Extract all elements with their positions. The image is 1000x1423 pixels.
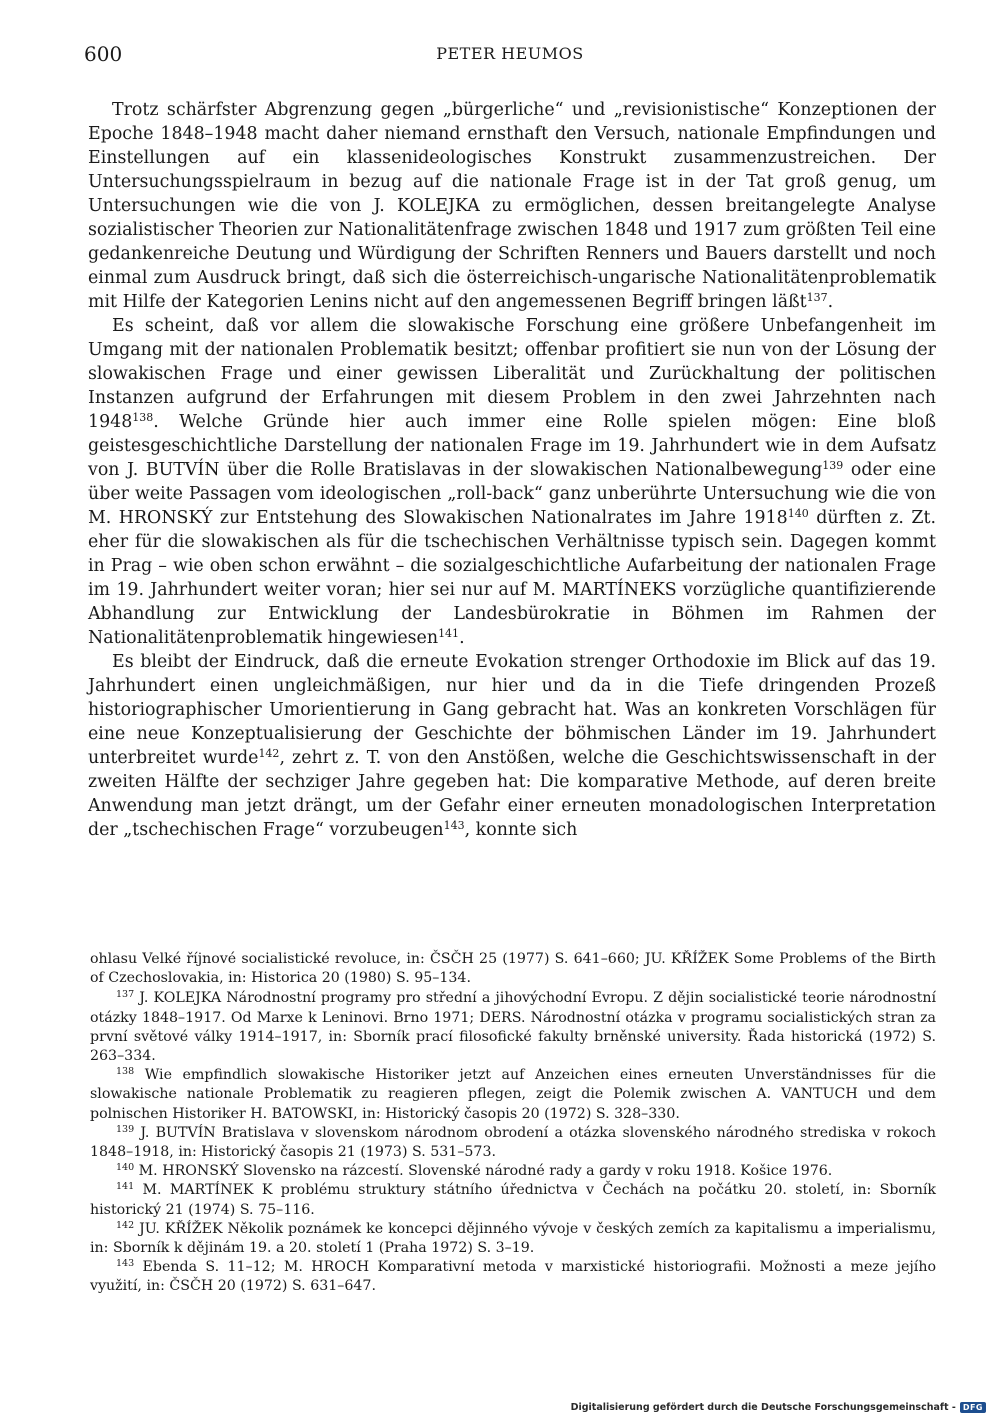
footnote-number: 137 xyxy=(116,989,135,1001)
footnote: $^{140}$ M. HRONSKÝ Slovensko na rázcestí. Slovenské národné rady a gardy v roku 1918. Košice 1976. xyxy=(116,1162,833,1180)
page-header xyxy=(84,42,936,72)
footnote: $^{142}$ JU. KŘÍŽEK Několik poznámek ke koncepci dějinného vývoje v českých zemích za kapitalismu a imperialismu, in: Sborník k dějinám 19. a 20. století 1 (Praha 1972) S. 3–19. xyxy=(90,1219,936,1257)
dfg-logo: DFG xyxy=(960,1402,986,1413)
footnotes xyxy=(90,950,936,1297)
footnote-number: 143 xyxy=(116,1258,135,1270)
body-text xyxy=(88,98,936,842)
footnote-number: 142 xyxy=(116,1219,135,1231)
paragraph: Es bleibt der Eindruck, daß die erneute Evokation strenger Orthodoxie im Blick auf das 19. Jahrhundert einen ungleichmäßigen, nur hier und da in die Tiefe dringenden Prozeß historiographischer Umorientierung in Gang gebracht hat. Was an konkreten Vorschlägen für eine neue Konzeptualisierung der Geschichte der böhmischen Länder im 19. Jahrhundert unterbreitet wurde$^{142}$, zehrt z. T. von den Anstößen, welche die Geschichtswissenschaft in der zweiten Hälfte der sechziger Jahre gegeben hat: Die komparative Methode, auf deren breite Anwendung man jetzt drängt, um der Gefahr einer erneuten monadologischen Interpretation der „tschechischen Frage“ vorzubeugen$^{143}$, konnte sich xyxy=(88,652,936,840)
credit-text: Digitalisierung gefördert durch die Deutsche Forschungsgemeinschaft - xyxy=(570,1401,956,1413)
running-head: PETER HEUMOS xyxy=(436,44,584,63)
footnote-number: 138 xyxy=(116,1066,135,1078)
footnote-number: 141 xyxy=(116,1181,135,1193)
footnote: $^{138}$ Wie empfindlich slowakische Historiker jetzt auf Anzeichen eines erneuten Unverständnisses für die slowakische nationale Problematik zu reagieren pflegen, zeigt die Polemik zwischen A. VANTUCH und dem polnischen Historiker H. BATOWSKI, in: Historický časopis 20 (1972) S. 328–330. xyxy=(90,1066,936,1122)
footnote-ref: 139 xyxy=(822,459,844,472)
footnote-ref: 140 xyxy=(787,507,809,520)
digitization-credit xyxy=(571,1399,986,1415)
page-number: 600 xyxy=(84,42,123,66)
paragraph: Es scheint, daß vor allem die slowakische Forschung eine größere Unbefangenheit im Umgang mit der nationalen Problematik besitzt; offenbar profitiert sie nun von der Lösung der slowakischen Frage und einer gewissen Liberalität und Zurückhaltung der politischen Instanzen aufgrund der Erfahrungen mit diesem Problem in den zwei Jahrzehnten nach 1948$^{138}$. Welche Gründe hier auch immer eine Rolle spielen mögen: Eine bloß geistesgeschichtliche Darstellung der nationalen Frage im 19. Jahrhundert wie in dem Aufsatz von J. BUTVÍN über die Rolle Bratislavas in der slowakischen Nationalbewegung$^{139}$ oder eine über weite Passagen vom ideologischen „roll-back“ ganz unberührte Untersuchung wie die von M. HRONSKÝ zur Entstehung des Slowakischen Nationalrates im Jahre 1918$^{140}$ dürften z. Zt. eher für die slowakischen als für die tschechischen Verhältnisse typisch sein. Dagegen kommt in Prag – wie oben schon erwähnt – die sozialgeschichtliche Aufarbeitung der nationalen Frage im 19. Jahrhundert weiter voran; hier sei nur auf M. MARTÍNEKS vorzügliche quantifizierende Abhandlung zur Entwicklung der Landesbürokratie in Böhmen im Rahmen der Nationalitätenproblematik hingewiesen$^{141}$. xyxy=(88,316,936,648)
footnote: $^{143}$ Ebenda S. 11–12; M. HROCH Komparativní metoda v marxistické historiografii. Možnosti a meze jejího využití, in: ČSČH 20 (1972) S. 631–647. xyxy=(90,1258,936,1295)
footnote: $^{137}$ J. KOLEJKA Národnostní programy pro střední a jihovýchodní Evropu. Z dějin socialistické teorie národnostní otázky 1848–1917. Od Marxe k Leninovi. Brno 1971; DERS. Národnostní otázka v programu socialistických stran za první světové války 1914–1917, in: Sborník prací filosofické fakulty brněnské university. Řada historická (1972) S. 263–334. xyxy=(90,989,936,1065)
footnote: $^{141}$ M. MARTÍNEK K problému struktury státního úřednictva v Čechách na počátku 20. století, in: Sborník historický 21 (1974) S. 75–116. xyxy=(90,1181,937,1218)
footnote: $^{139}$ J. BUTVÍN Bratislava v slovenskom národnom obrodení a otázka slovenského národného strediska v rokoch 1848–1918, in: Historický časopis 21 (1973) S. 531–573. xyxy=(90,1123,936,1161)
footnote-ref: 138 xyxy=(132,411,154,424)
footnote-ref: 137 xyxy=(806,291,828,304)
footnote-continuation: ohlasu Velké říjnové socialistické revoluce, in: ČSČH 25 (1977) S. 641–660; JU. KŘÍŽEK Some Problems of the Birth of Czechoslovakia, in: Historica 20 (1980) S. 95–134. xyxy=(90,951,936,987)
footnote-ref: 141 xyxy=(438,627,460,640)
footnote-number: 139 xyxy=(116,1123,135,1135)
footnote-ref: 143 xyxy=(443,819,465,832)
paragraph: Trotz schärfster Abgrenzung gegen „bürgerliche“ und „revisionistische“ Konzeptionen der Epoche 1848–1948 macht daher niemand ernsthaft den Versuch, nationale Empfindungen und Einstellungen auf ein klassenideologisches Konstrukt zusammenzustreichen. Der Untersuchungsspielraum in bezug auf die nationale Frage ist in der Tat groß genug, um Untersuchungen wie die von J. KOLEJKA zu ermöglichen, dessen breitangelegte Analyse sozialistischer Theorien zur Nationalitätenfrage zwischen 1848 und 1917 zum größten Teil eine gedankenreiche Deutung und Würdigung der Schriften Renners und Bauers darstellt und noch einmal zum Ausdruck bringt, daß sich die österreichisch-ungarische Nationalitätenproblematik mit Hilfe der Kategorien Lenins nicht auf den angemessenen Begriff bringen läßt$^{137}$. xyxy=(88,100,936,312)
footnote-ref: 142 xyxy=(258,747,280,760)
footnote-number: 140 xyxy=(116,1162,135,1174)
